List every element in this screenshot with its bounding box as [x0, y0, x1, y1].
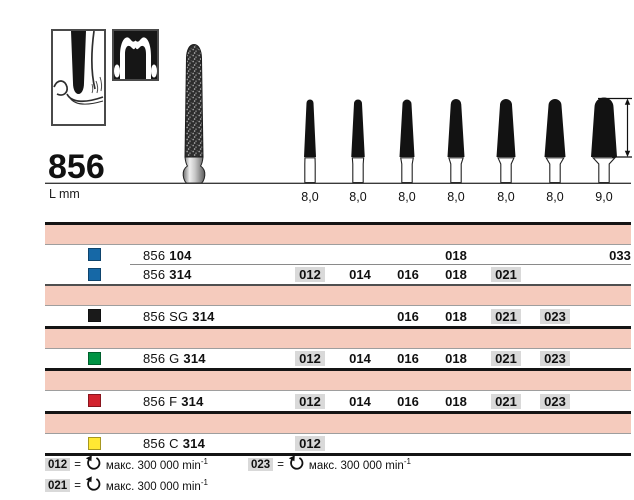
- pink-band: [45, 329, 631, 348]
- size-value: 018: [445, 351, 467, 366]
- size-value: 012: [295, 267, 325, 282]
- size-value: 014: [349, 351, 371, 366]
- size-cell: [432, 394, 480, 409]
- color-swatch: [88, 394, 101, 407]
- bur-shank: [449, 158, 463, 183]
- pink-band: [45, 286, 631, 305]
- equals-sign: =: [74, 458, 81, 471]
- size-value: 021: [491, 309, 521, 324]
- size-cell: [336, 394, 384, 409]
- table-row: [45, 245, 631, 265]
- size-value: 012: [295, 436, 325, 451]
- product-name: 856 104: [143, 247, 192, 263]
- size-value: 023: [540, 394, 570, 409]
- size-value: 012: [295, 394, 325, 409]
- size-cell: [531, 394, 579, 409]
- size-value: 023: [540, 351, 570, 366]
- table-row: [45, 265, 631, 285]
- size-value: 018: [445, 247, 467, 263]
- main-bur-illustration: [183, 45, 205, 184]
- size-cell: [432, 351, 480, 366]
- product-name-bold: 314: [181, 393, 204, 409]
- bur-shank: [352, 158, 363, 183]
- size-cell: [384, 351, 432, 366]
- bur-head-silhouette: [351, 100, 365, 158]
- size-cell: [336, 267, 384, 282]
- bur-size-silhouettes: [301, 98, 617, 205]
- legend-item: [45, 476, 208, 495]
- measurement-label: 8,0: [349, 190, 367, 204]
- color-swatch: [88, 248, 101, 261]
- size-table: [45, 222, 631, 456]
- size-value: 021: [491, 267, 521, 282]
- bur-shank: [498, 158, 514, 183]
- bur-shank: [593, 158, 615, 183]
- product-name: 856 C 314: [143, 436, 205, 451]
- table-group: [45, 305, 631, 329]
- bur-head-silhouette: [304, 100, 316, 157]
- measurement-label: 9,0: [595, 190, 613, 204]
- table-row: [45, 391, 631, 411]
- rotation-icon: [85, 476, 102, 495]
- size-cell: [286, 267, 334, 282]
- speed-exponent: -1: [200, 478, 208, 488]
- speed-chip: 012: [45, 458, 70, 471]
- size-cell: [336, 351, 384, 366]
- size-value: 016: [397, 351, 419, 366]
- equals-sign: =: [74, 479, 81, 492]
- product-name-bold: 314: [183, 351, 206, 366]
- size-cell: [482, 394, 530, 409]
- max-speed-text: макс. 300 000 $\min^{-1}$: [105, 457, 208, 472]
- size-value: 014: [349, 393, 371, 409]
- bur-head-silhouette: [400, 100, 415, 158]
- product-name: 856 F 314: [143, 393, 204, 409]
- bur-head-silhouette: [497, 99, 516, 157]
- measurement-label: 8,0: [447, 190, 465, 204]
- size-value: 021: [491, 394, 521, 409]
- product-name-bold: 314: [169, 267, 192, 282]
- size-cell: [384, 267, 432, 282]
- size-cell: [482, 351, 530, 366]
- table-group: [45, 433, 631, 457]
- bur-shank: [546, 158, 564, 183]
- measurement-label: 8,0: [398, 190, 416, 204]
- speed-exponent: -1: [403, 457, 411, 467]
- table-group: [45, 244, 631, 286]
- size-value: 014: [349, 267, 371, 282]
- size-cell: [384, 309, 432, 324]
- legend-item: [45, 455, 208, 474]
- size-cell: [432, 267, 480, 282]
- size-cell: [286, 351, 334, 366]
- size-cell: [286, 394, 334, 409]
- pink-band: [45, 414, 631, 433]
- measurement-label: 8,0: [546, 190, 564, 204]
- size-value: 033: [609, 247, 631, 263]
- product-name-bold: 314: [182, 436, 205, 451]
- product-name: 856 SG 314: [143, 308, 215, 324]
- measurement-label: 8,0: [301, 190, 319, 204]
- measurement-label: 8,0: [497, 190, 515, 204]
- max-speed-text: макс. 300 000 $\min^{-1}$: [308, 457, 411, 472]
- size-value: 018: [445, 308, 467, 324]
- speed-chip: 023: [248, 458, 273, 471]
- table-group: [45, 348, 631, 372]
- color-swatch: [88, 352, 101, 365]
- size-value: 021: [491, 351, 521, 366]
- size-cell: [596, 248, 634, 263]
- table-row: [45, 306, 631, 326]
- product-name: 856 314: [143, 267, 192, 282]
- product-name-bold: 104: [169, 247, 192, 263]
- size-cell: [432, 309, 480, 324]
- speed-exponent: -1: [200, 457, 208, 467]
- speed-chip: 021: [45, 479, 70, 492]
- pink-band: [45, 371, 631, 390]
- color-swatch: [88, 309, 101, 322]
- rotation-icon: [288, 455, 305, 474]
- size-value: 023: [540, 309, 570, 324]
- legend-item: [248, 455, 411, 474]
- table-group: [45, 390, 631, 414]
- bur-head-silhouette: [545, 99, 566, 157]
- size-cell: [482, 309, 530, 324]
- bur-shank: [305, 158, 315, 183]
- table-row: [45, 434, 631, 454]
- equals-sign: =: [277, 458, 284, 471]
- product-name-bold: 314: [192, 308, 215, 324]
- pink-band: [45, 225, 631, 244]
- bur-shank: [401, 158, 414, 183]
- color-swatch: [88, 268, 101, 281]
- bur-head-silhouette: [591, 98, 617, 158]
- size-value: 018: [445, 267, 467, 282]
- size-cell: [531, 351, 579, 366]
- color-swatch: [88, 437, 101, 450]
- size-value: 016: [397, 267, 419, 282]
- size-cell: [482, 267, 530, 282]
- product-number: 856: [48, 148, 105, 186]
- rotation-icon: [85, 455, 102, 474]
- length-axis-label: L mm: [49, 187, 80, 201]
- size-cell: [531, 309, 579, 324]
- max-speed-text: макс. 300 000 $\min^{-1}$: [105, 478, 208, 493]
- size-value: 012: [295, 351, 325, 366]
- size-cell: [286, 436, 334, 451]
- bur-head-silhouette: [448, 99, 465, 157]
- size-value: 018: [445, 393, 467, 409]
- size-value: 016: [397, 308, 419, 324]
- table-row: [45, 349, 631, 369]
- bur-figure: [0, 40, 634, 212]
- size-value: 016: [397, 393, 419, 409]
- size-cell: [384, 394, 432, 409]
- product-name: 856 G 314: [143, 351, 206, 366]
- size-cell: [432, 248, 480, 263]
